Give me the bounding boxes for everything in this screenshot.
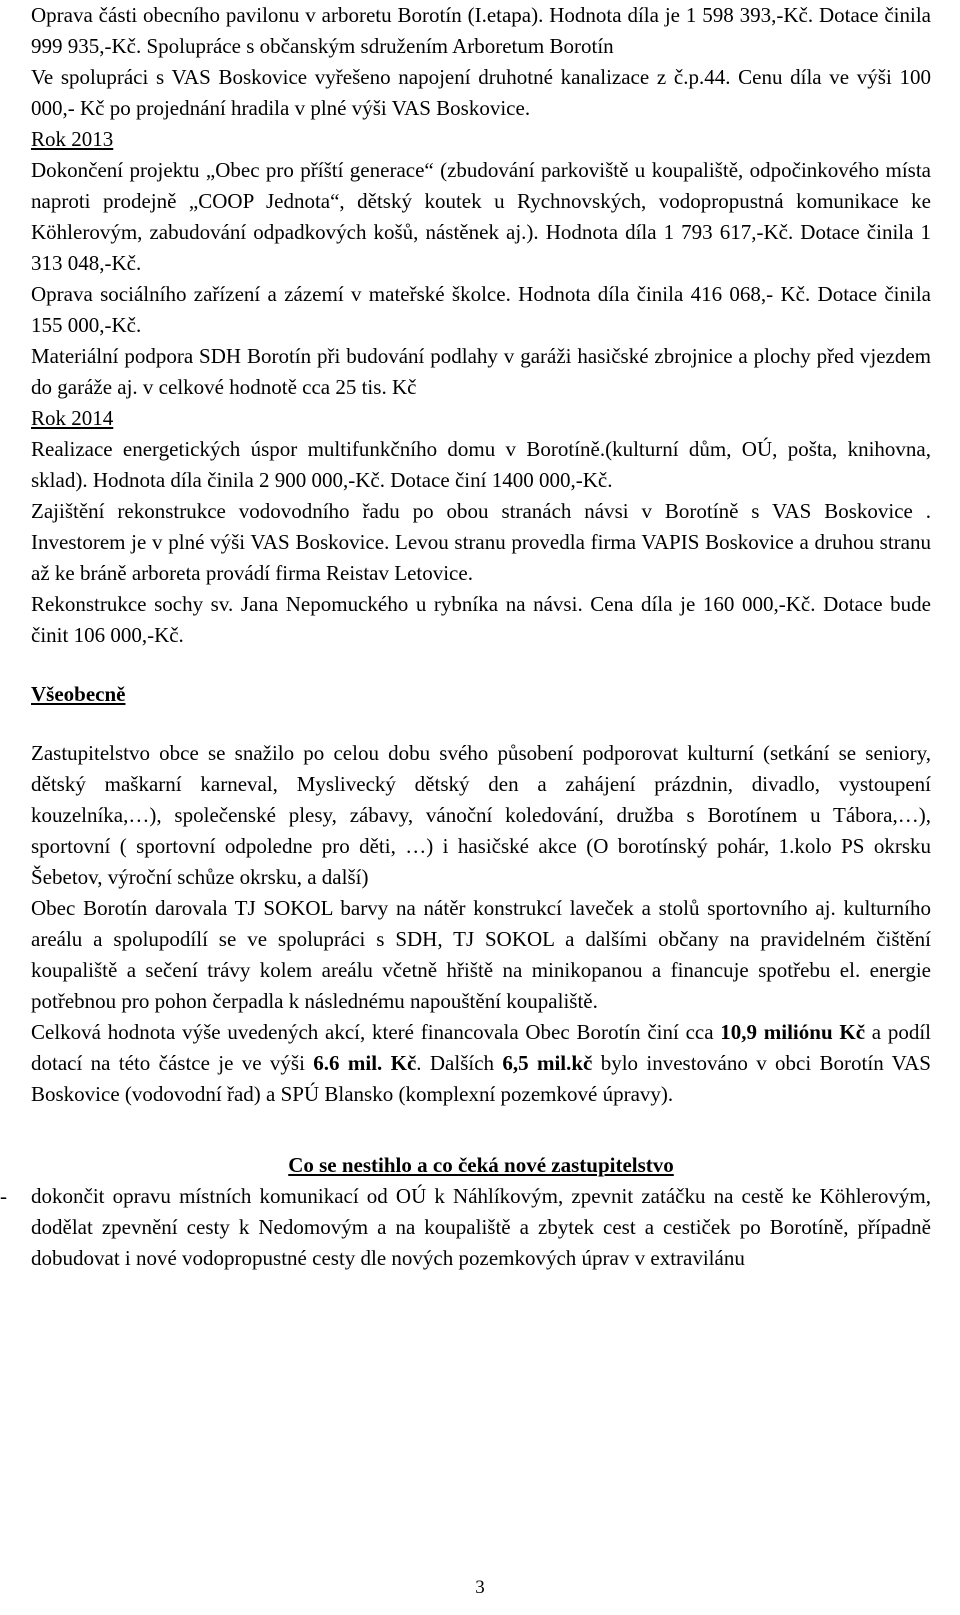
paragraph-vodovod: Zajištění rekonstrukce vodovodního řadu po obou stranách návsi v Borotíně s VAS Boskovice . Investorem je v plné výši VAS Boskovice. Levou stranu provedla firma VAPIS Boskovice a druhou stranu až ke bráně arboreta provádí firma Reistav Letovice.: [31, 499, 931, 585]
list-item: [0, 1181, 931, 1274]
page-number: 3: [475, 1577, 485, 1598]
heading-rok-2014: Rok 2014: [31, 406, 114, 430]
paragraph-komunikace: dokončit opravu místních komunikací od OÚ k Náhlíkovým, zpevnit zatáčku na cestě ke Köhlerovým, dodělat zpevnění cesty k Nedomovým a na koupaliště a zbytek cest a cestiček po Borotíně, případně dobudovat i nové vodopropustné cesty dle nových pozemkových úprav v extravilánu: [31, 1184, 931, 1270]
spacer: [31, 710, 931, 738]
heading-vseobecne: Všeobecně: [31, 682, 126, 706]
spacer: [31, 1110, 931, 1150]
paragraph-sdh: Materiální podpora SDH Borotín při budování podlahy v garáži hasičské zbrojnice a plochy před vjezdem do garáže aj. v celkové hodnotě cca 25 tis. Kč: [31, 344, 931, 399]
heading-rok-2013: Rok 2013: [31, 127, 114, 151]
other-investment-value: 6,5 mil.kč: [502, 1051, 593, 1075]
paragraph-projekt-obec: Dokončení projektu „Obec pro příští generace“ (zbudování parkoviště u koupaliště, odpočinkového místa naproti prodejně „COOP Jednota“, dětský koutek u Rychnovských, vodopropustná komunikace ke Köhlerovým, zabudování odpadkových košů, nástěnek aj.). Hodnota díla 1 793 617,-Kč. Dotace činila 1 313 048,-Kč.: [31, 158, 931, 275]
paragraph-pavilon: Oprava části obecního pavilonu v arboretu Borotín (I.etapa). Hodnota díla je 1 598 393,-Kč. Dotace činila 999 935,-Kč. Spolupráce s občanským sdružením Arboretum Borotín: [31, 3, 931, 58]
heading-co-se-nestihlo: Co se nestihlo a co čeká nové zastupitelstvo: [288, 1153, 674, 1177]
spacer: [31, 651, 931, 679]
paragraph-skolka: Oprava sociálního zařízení a zázemí v mateřské školce. Hodnota díla činila 416 068,- Kč. Dotace činila 155 000,-Kč.: [31, 282, 931, 337]
paragraph-kanalizace: Ve spolupráci s VAS Boskovice vyřešeno napojení druhotné kanalizace z č.p.44. Cenu díla ve výši 100 000,- Kč po projednání hradila v plné výši VAS Boskovice.: [31, 65, 931, 120]
paragraph-energeticke-uspory: Realizace energetických úspor multifunkčního domu v Borotíně.(kulturní dům, OÚ, pošta, knihovna, sklad). Hodnota díla činila 2 900 000,-Kč. Dotace činí 1400 000,-Kč.: [31, 437, 931, 492]
total-value: 10,9 miliónu Kč: [720, 1020, 866, 1044]
dash-marker: -: [0, 1184, 7, 1208]
paragraph-sokol: Obec Borotín darovala TJ SOKOL barvy na nátěr konstrukcí laveček a stolů sportovního aj. kulturního areálu a spolupodílí se ve spolupráci s SDH, TJ SOKOL a dalšími občany na pravidelném čištění koupaliště a sečení trávy kolem areálu včetně hřiště na minikopanou a financuje spotřebu el. energie potřebnou pro pohon čerpadla k následnému napouštění koupaliště.: [31, 896, 931, 1013]
paragraph-celkova-hodnota: Celková hodnota výše uvedených akcí, které financovala Obec Borotín činí cca 10,9 miliónu Kč a podíl dotací na této částce je ve výši 6.6 mil. Kč. Dalších 6,5 mil.kč bylo investováno v obci Borotín VAS Boskovice (vodovodní řad) a SPÚ Blansko (komplexní pozemkové úpravy).: [31, 1020, 931, 1106]
paragraph-socha: Rekonstrukce sochy sv. Jana Nepomuckého u rybníka na návsi. Cena díla je 160 000,-Kč. Dotace bude činit 106 000,-Kč.: [31, 592, 931, 647]
paragraph-kultura: Zastupitelstvo obce se snažilo po celou dobu svého působení podporovat kulturní (setkání se seniory, dětský maškarní karneval, Myslivecký dětský den a zahájení prázdnin, divadlo, vystoupení kouzelníka,…), společenské plesy, zábavy, vánoční koledování, družba s Borotínem u Tábora,…), sportovní ( sportovní odpoledne pro děti, …) i hasičské akce (O borotínský pohár, 1.kolo PS okrsku Šebetov, výroční schůze okrsku, a další): [31, 741, 931, 889]
subsidy-value: 6.6 mil. Kč: [313, 1051, 417, 1075]
